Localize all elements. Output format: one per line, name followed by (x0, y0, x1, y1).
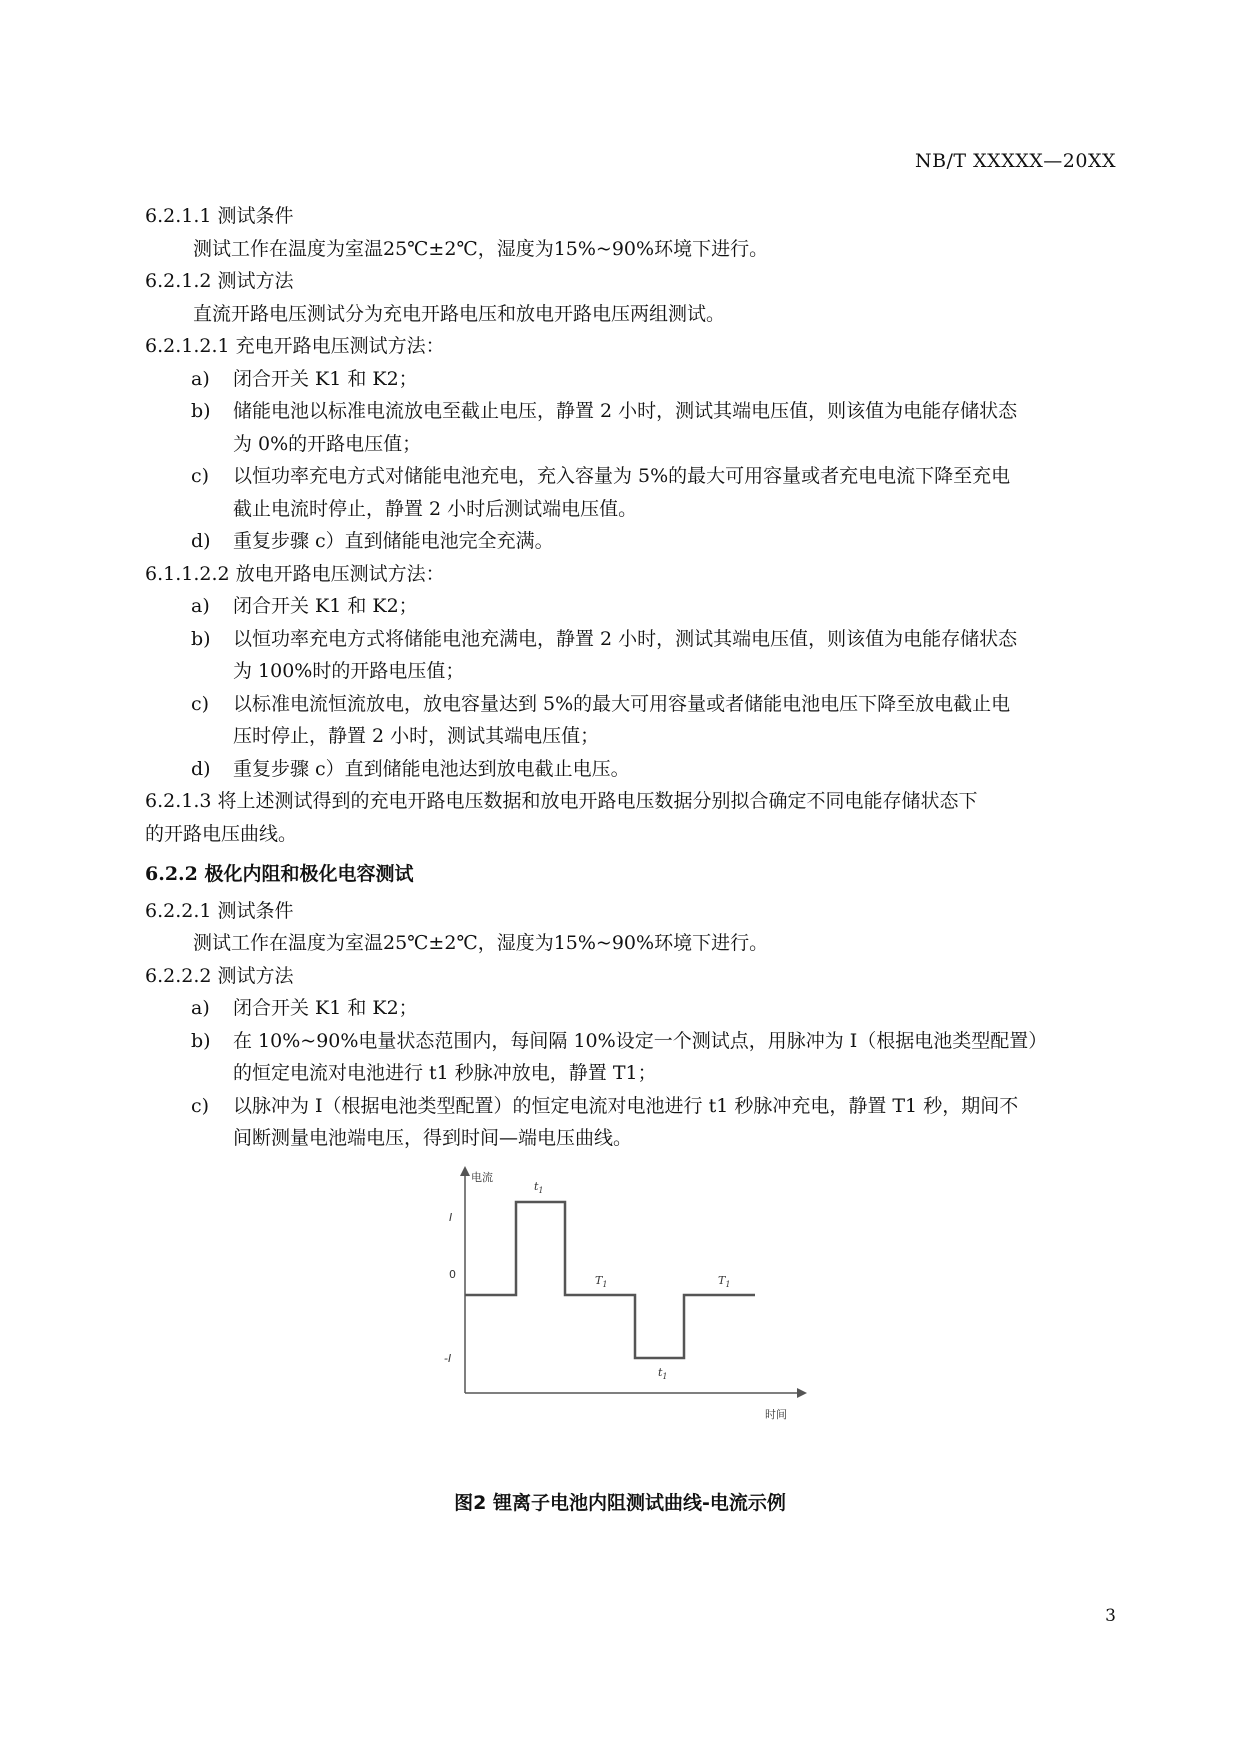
figure-caption: 图2 锂离子电池内阻测试曲线-电流示例 (454, 1492, 786, 1514)
rest-duration-label: $T_1$ (595, 1274, 608, 1289)
clause-text: 6.2.1.3 将上述测试得到的充电开路电压数据和放电开路电压数据分别拟合确定不同电能存储状态下 (145, 790, 978, 812)
pulse-duration-label: $t_1$ (534, 1180, 544, 1195)
current-waveform (465, 1202, 755, 1358)
list-label: b) (191, 400, 211, 422)
list-text: 以恒功率充电方式将储能电池充满电，静置 2 小时，测试其端电压值，则该值为电能存储状态 (233, 627, 1018, 650)
list-text: 以恒功率充电方式对储能电池充电，充入容量为 5%的最大可用容量或者充电电流下降至充电 (233, 465, 1011, 487)
list-label: a) (191, 595, 210, 617)
clause-text: 的开路电压曲线。 (145, 822, 298, 845)
list-item (145, 590, 1125, 623)
list-text: 以脉冲为 I（根据电池类型配置）的恒定电流对电池进行 t1 秒脉冲充电，静置 T1 秒，期间不 (233, 1094, 1019, 1117)
list-text: 闭合开关 K1 和 K2； (233, 367, 418, 390)
list-label: d) (191, 757, 211, 780)
list-item (145, 1025, 1125, 1058)
rest-duration-label: $T_1$ (718, 1274, 731, 1289)
list-item (145, 363, 1125, 396)
list-item (145, 460, 1125, 493)
list-text: 在 10%~90%电量状态范围内，每间隔 10%设定一个测试点，用脉冲为 I（根据电池类型配置） (233, 1029, 1048, 1052)
document-body (145, 200, 1125, 1155)
list-continuation: 的恒定电流对电池进行 t1 秒脉冲放电，静置 T1； (233, 1062, 657, 1084)
section-heading: 6.2.2 极化内阻和极化电容测试 (145, 863, 414, 885)
list-item (145, 992, 1125, 1025)
y-tick-label: I (449, 1211, 453, 1224)
list-label: c) (191, 465, 210, 487)
list-label: b) (191, 627, 211, 650)
current-pulse-figure (430, 1165, 860, 1435)
list-continuation: 为 100%时的开路电压值； (233, 660, 465, 682)
paragraph: 直流开路电压测试分为充电开路电压和放电开路电压两组测试。 (193, 302, 726, 325)
list-text: 重复步骤 c）直到储能电池完全充满。 (233, 530, 554, 552)
clause-heading: 6.2.2.2 测试方法 (145, 964, 294, 987)
list-text: 重复步骤 c）直到储能电池达到放电截止电压。 (233, 757, 630, 780)
list-text: 以标准电流恒流放电，放电容量达到 5%的最大可用容量或者储能电池电压下降至放电截止电 (233, 692, 1011, 715)
y-axis-label: 电流 (471, 1171, 493, 1184)
x-axis-label: 时间 (765, 1408, 787, 1421)
list-continuation: 压时停止，静置 2 小时，测试其端电压值； (233, 725, 600, 747)
page-number: 3 (1105, 1606, 1116, 1626)
list-item (145, 395, 1125, 428)
list-text: 闭合开关 K1 和 K2； (233, 595, 418, 617)
list-continuation: 为 0%的开路电压值； (233, 432, 422, 455)
y-tick-label: 0 (449, 1268, 456, 1281)
list-continuation: 间断测量电池端电压，得到时间—端电压曲线。 (233, 1127, 633, 1149)
list-label: a) (191, 997, 210, 1019)
list-item (145, 623, 1125, 656)
list-item (145, 688, 1125, 721)
list-label: d) (191, 530, 211, 552)
document-header: NB/T XXXXX—20XX (914, 150, 1116, 172)
clause-heading: 6.2.1.2 测试方法 (145, 270, 294, 292)
current-pulse-diagram (430, 1165, 860, 1435)
list-item (145, 525, 1125, 558)
list-text: 闭合开关 K1 和 K2； (233, 997, 418, 1019)
list-text: 储能电池以标准电流放电至截止电压，静置 2 小时，测试其端电压值，则该值为电能存储状态 (233, 400, 1018, 422)
pulse-duration-label: $t_1$ (658, 1366, 668, 1381)
paragraph: 测试工作在温度为室温25℃±2℃，湿度为15%~90%环境下进行。 (193, 237, 769, 260)
clause-heading: 6.2.1.1 测试条件 (145, 205, 294, 227)
clause-heading: 6.2.2.1 测试条件 (145, 899, 294, 922)
clause-heading: 6.2.1.2.1 充电开路电压测试方法： (145, 335, 445, 357)
list-item (145, 1090, 1125, 1123)
list-label: b) (191, 1029, 211, 1052)
list-continuation: 截止电流时停止，静置 2 小时后测试端电压值。 (233, 497, 638, 520)
list-label: a) (191, 367, 210, 390)
paragraph: 测试工作在温度为室温25℃±2℃，湿度为15%~90%环境下进行。 (193, 932, 769, 954)
y-tick-label: -I (444, 1352, 452, 1365)
list-label: c) (191, 1094, 210, 1117)
list-item (145, 753, 1125, 786)
list-label: c) (191, 692, 210, 715)
clause-heading: 6.1.1.2.2 放电开路电压测试方法： (145, 562, 445, 585)
